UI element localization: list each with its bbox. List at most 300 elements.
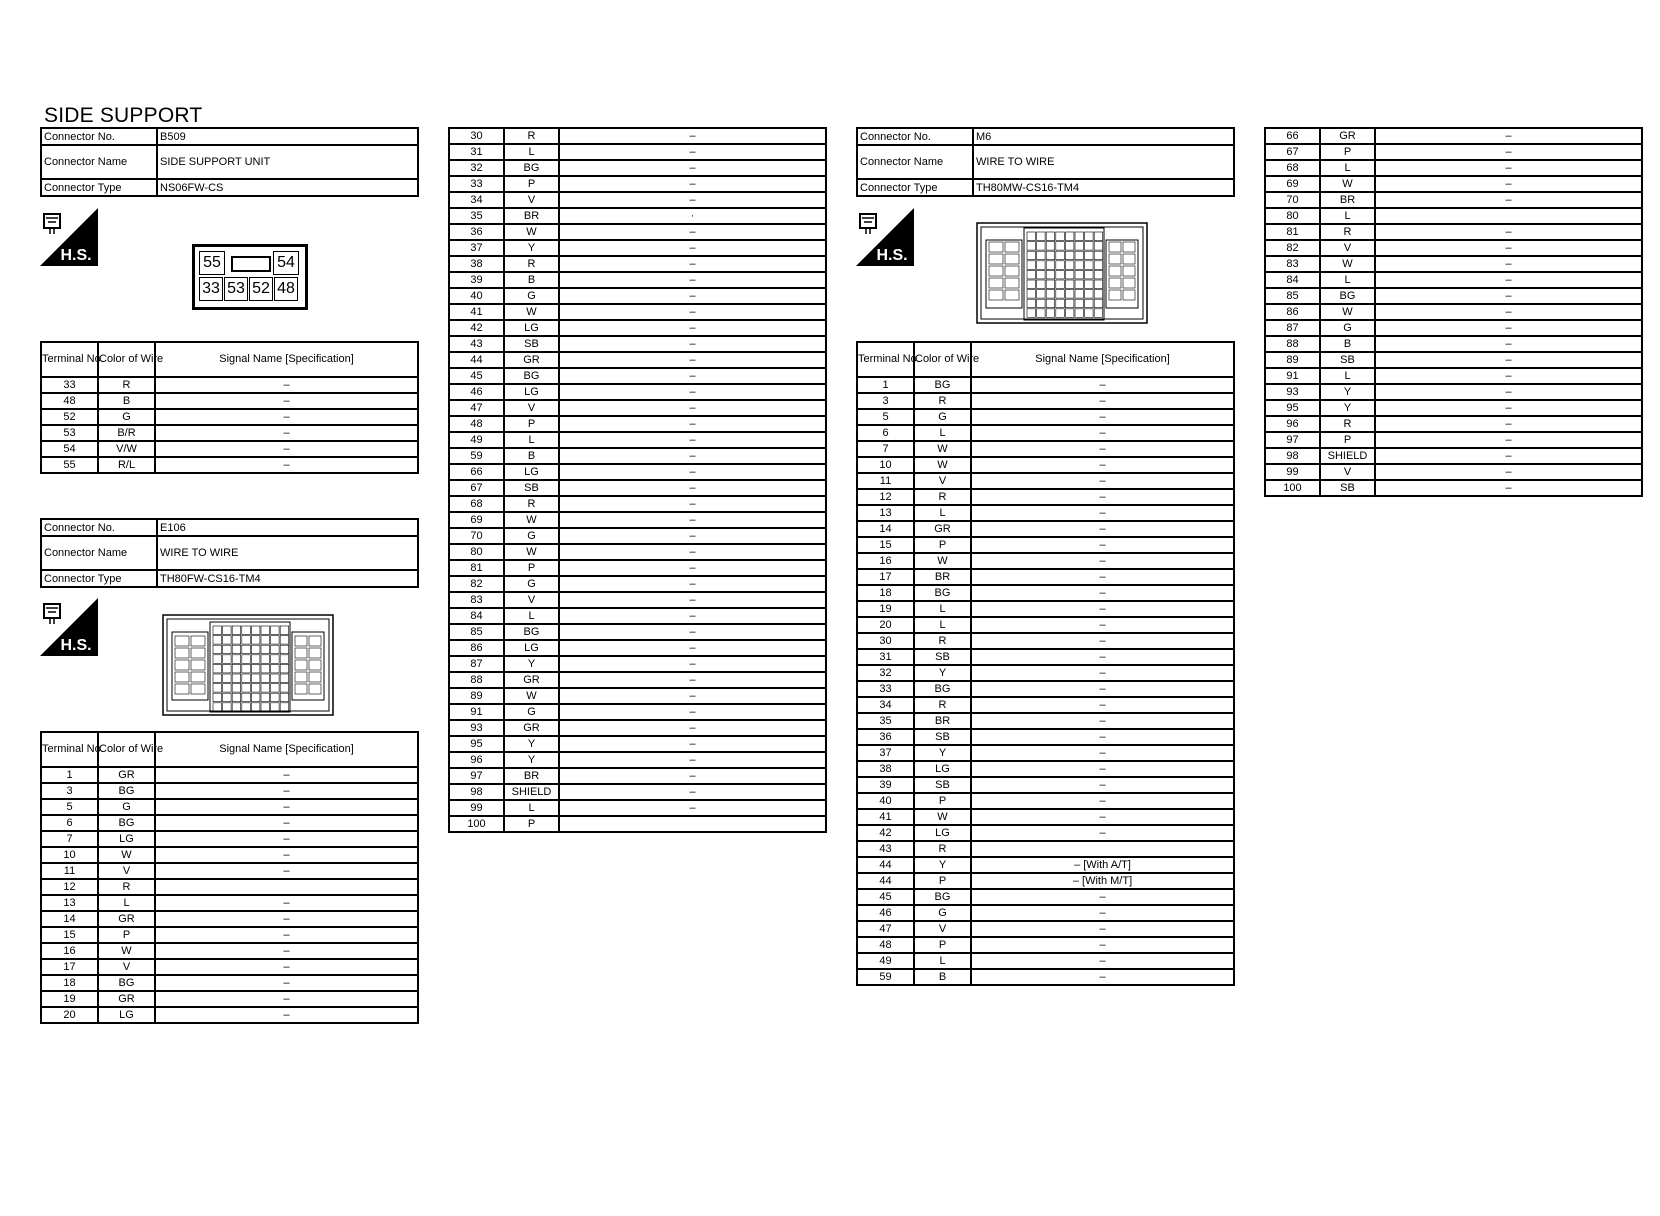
connector-cavity xyxy=(989,278,1003,288)
connector-cavity xyxy=(1094,251,1103,260)
color-cell: BG xyxy=(504,160,559,176)
connector-cavity xyxy=(213,645,222,654)
connector-cavity xyxy=(1075,261,1084,270)
table-row xyxy=(449,144,826,160)
terminal-cell: 59 xyxy=(857,969,914,985)
color-cell: G xyxy=(98,409,155,425)
signal-cell: – xyxy=(559,160,826,176)
table-row xyxy=(857,969,1234,985)
terminal-cell: 91 xyxy=(449,704,504,720)
connector-cavity xyxy=(280,684,289,693)
signal-cell: – xyxy=(971,889,1234,905)
connector-cavity xyxy=(1123,278,1135,288)
signal-cell: – xyxy=(559,736,826,752)
m6-info-table xyxy=(856,127,1235,197)
color-cell: G xyxy=(504,576,559,592)
table-row xyxy=(449,688,826,704)
signal-cell: – xyxy=(155,975,418,991)
connector-cavity xyxy=(1056,232,1065,241)
terminal-cell: 45 xyxy=(449,368,504,384)
table-row xyxy=(1265,304,1642,320)
connector-cavity xyxy=(213,664,222,673)
table-row xyxy=(857,713,1234,729)
connector-cavity xyxy=(271,655,280,664)
connector-cavity xyxy=(295,684,307,694)
color-cell: G xyxy=(98,799,155,815)
table-row xyxy=(449,384,826,400)
color-cell: BR xyxy=(914,713,971,729)
table-row xyxy=(1265,464,1642,480)
terminal-cell: 80 xyxy=(1265,208,1320,224)
connector-cavity xyxy=(1037,290,1046,299)
connector-cavity xyxy=(1037,261,1046,270)
terminal-cell: 59 xyxy=(449,448,504,464)
connector-cavity xyxy=(251,626,260,635)
connector-cavity xyxy=(271,693,280,702)
table-row xyxy=(449,640,826,656)
connector-name-label: Connector Name xyxy=(857,145,973,179)
connector-cavity xyxy=(295,660,307,670)
connector-cavity xyxy=(1109,278,1121,288)
connector-cavity xyxy=(1027,270,1036,279)
terminal-cell: 53 xyxy=(41,425,98,441)
signal-header: Signal Name [Specification] xyxy=(155,732,418,767)
color-cell: BG xyxy=(914,681,971,697)
connector-cavity xyxy=(1037,251,1046,260)
signal-cell: – xyxy=(1375,336,1642,352)
color-cell: P xyxy=(914,873,971,889)
table-row xyxy=(857,905,1234,921)
color-cell: V xyxy=(504,400,559,416)
connector-cavity xyxy=(1046,280,1055,289)
terminal-cell: 20 xyxy=(857,617,914,633)
table-row xyxy=(41,815,418,831)
table-row xyxy=(41,457,418,473)
table-row xyxy=(41,847,418,863)
table-row xyxy=(449,512,826,528)
terminal-cell: 69 xyxy=(1265,176,1320,192)
terminal-cell: 89 xyxy=(1265,352,1320,368)
connector-cavity xyxy=(232,703,241,712)
color-cell: R xyxy=(504,256,559,272)
terminal-cell: 17 xyxy=(857,569,914,585)
signal-header: Signal Name [Specification] xyxy=(155,342,418,377)
signal-cell: – xyxy=(1375,480,1642,496)
connector-cavity xyxy=(242,655,251,664)
signal-cell: – xyxy=(971,953,1234,969)
color-cell: SHIELD xyxy=(1320,448,1375,464)
signal-cell: – xyxy=(155,425,418,441)
terminal-cell: 36 xyxy=(449,224,504,240)
signal-cell: – xyxy=(971,681,1234,697)
table-row xyxy=(1265,160,1642,176)
signal-cell: – xyxy=(559,192,826,208)
signal-cell: – xyxy=(559,720,826,736)
signal-cell: – xyxy=(559,144,826,160)
table-row xyxy=(1265,240,1642,256)
table-row xyxy=(857,937,1234,953)
terminal-cell: 46 xyxy=(857,905,914,921)
terminal-cell: 97 xyxy=(449,768,504,784)
table-row xyxy=(1265,288,1642,304)
color-cell: L xyxy=(1320,160,1375,176)
color-cell: W xyxy=(1320,176,1375,192)
signal-cell: – xyxy=(559,496,826,512)
signal-cell: – xyxy=(1375,384,1642,400)
connector-cavity xyxy=(1027,242,1036,251)
signal-cell: – xyxy=(559,800,826,816)
color-cell: P xyxy=(1320,432,1375,448)
connector-cavity xyxy=(1065,251,1074,260)
connector-type-value: TH80MW-CS16-TM4 xyxy=(973,179,1234,196)
terminal-cell: 41 xyxy=(449,304,504,320)
table-row xyxy=(857,377,1234,393)
connector-cavity xyxy=(213,693,222,702)
signal-cell: – xyxy=(971,425,1234,441)
color-cell: B/R xyxy=(98,425,155,441)
table-row xyxy=(41,911,418,927)
connector-cavity xyxy=(1094,270,1103,279)
connector-cavity xyxy=(1027,309,1036,318)
connector-name-value: WIRE TO WIRE xyxy=(973,145,1234,179)
table-row xyxy=(41,1007,418,1023)
color-cell: LG xyxy=(504,384,559,400)
signal-cell: – xyxy=(1375,160,1642,176)
terminal-cell: 40 xyxy=(449,288,504,304)
b509-connector-face xyxy=(192,244,308,310)
page-title: SIDE SUPPORT xyxy=(44,104,203,127)
terminal-header: Terminal No. xyxy=(41,342,98,377)
connector-cavity xyxy=(232,693,241,702)
connector-cavity xyxy=(261,674,270,683)
connector-cavity xyxy=(1075,290,1084,299)
terminal-cell: 85 xyxy=(449,624,504,640)
connector-cavity xyxy=(213,674,222,683)
table-row xyxy=(857,793,1234,809)
table-row xyxy=(857,809,1234,825)
connector-cavity xyxy=(1046,290,1055,299)
table-row xyxy=(857,665,1234,681)
table-row xyxy=(41,799,418,815)
table-row xyxy=(857,697,1234,713)
color-cell: G xyxy=(504,704,559,720)
signal-cell: – xyxy=(559,464,826,480)
signal-cell: – xyxy=(559,176,826,192)
terminal-cell: 12 xyxy=(857,489,914,505)
terminal-cell: 7 xyxy=(41,831,98,847)
table-row xyxy=(1265,208,1642,224)
table-row xyxy=(449,656,826,672)
e106-connector-face xyxy=(162,614,334,722)
connector-cavity xyxy=(261,664,270,673)
signal-cell: – xyxy=(559,512,826,528)
terminal-cell: 30 xyxy=(857,633,914,649)
signal-cell: – xyxy=(971,649,1234,665)
connector-cavity xyxy=(213,684,222,693)
signal-cell: – xyxy=(559,128,826,144)
connector-cavity xyxy=(261,655,270,664)
connector-no-label: Connector No. xyxy=(41,519,157,536)
signal-cell: – xyxy=(971,377,1234,393)
table-row xyxy=(41,783,418,799)
signal-cell: – xyxy=(559,656,826,672)
connector-cavity xyxy=(1075,309,1084,318)
terminal-cell: 17 xyxy=(41,959,98,975)
terminal-cell: 54 xyxy=(41,441,98,457)
harness-side-icon xyxy=(40,208,98,266)
terminal-cell: 18 xyxy=(857,585,914,601)
terminal-cell: 89 xyxy=(449,688,504,704)
connector-cavity xyxy=(1085,280,1094,289)
table-row xyxy=(857,553,1234,569)
connector-cavity xyxy=(213,703,222,712)
color-cell: P xyxy=(504,560,559,576)
color-cell: SB xyxy=(1320,480,1375,496)
terminal-cell: 68 xyxy=(1265,160,1320,176)
color-cell: Y xyxy=(1320,384,1375,400)
color-cell: SHIELD xyxy=(504,784,559,800)
terminal-cell: 18 xyxy=(41,975,98,991)
signal-cell: – xyxy=(971,969,1234,985)
table-row xyxy=(449,432,826,448)
color-header: Color of Wire xyxy=(98,342,155,377)
table-row xyxy=(1265,368,1642,384)
terminal-cell: 44 xyxy=(449,352,504,368)
signal-cell: – xyxy=(971,761,1234,777)
connector-cavity xyxy=(1065,232,1074,241)
color-cell: B xyxy=(504,272,559,288)
connector-cavity xyxy=(1027,251,1036,260)
connector-cavity xyxy=(1085,299,1094,308)
terminal-header: Terminal No. xyxy=(857,342,914,377)
signal-cell: – xyxy=(1375,272,1642,288)
color-cell: P xyxy=(914,793,971,809)
connector-cavity xyxy=(295,648,307,658)
signal-cell: – xyxy=(971,905,1234,921)
signal-cell xyxy=(971,841,1234,857)
color-cell: L xyxy=(504,144,559,160)
terminal-cell: 66 xyxy=(449,464,504,480)
signal-cell: – xyxy=(559,784,826,800)
color-cell: GR xyxy=(98,767,155,783)
signal-cell: – xyxy=(971,697,1234,713)
table-row xyxy=(449,576,826,592)
terminal-cell: 38 xyxy=(857,761,914,777)
terminal-cell: 100 xyxy=(449,816,504,832)
color-cell: W xyxy=(504,512,559,528)
color-cell: Y xyxy=(504,656,559,672)
color-cell: Y xyxy=(504,752,559,768)
color-cell: P xyxy=(914,537,971,553)
connector-cavity xyxy=(989,254,1003,264)
table-row xyxy=(449,464,826,480)
signal-cell: – xyxy=(559,528,826,544)
signal-cell: – xyxy=(559,400,826,416)
connector-cavity xyxy=(1075,299,1084,308)
color-cell: R xyxy=(98,377,155,393)
connector-cavity xyxy=(1094,290,1103,299)
color-cell: SB xyxy=(504,480,559,496)
signal-cell: – xyxy=(1375,320,1642,336)
color-cell: R xyxy=(914,633,971,649)
table-row xyxy=(41,831,418,847)
connector-cavity xyxy=(1085,251,1094,260)
connector-cavity xyxy=(261,645,270,654)
terminal-cell: 35 xyxy=(857,713,914,729)
terminal-cell: 3 xyxy=(857,393,914,409)
terminal-cell: 95 xyxy=(1265,400,1320,416)
terminal-cell: 100 xyxy=(1265,480,1320,496)
color-cell: R xyxy=(504,128,559,144)
connector-cavity xyxy=(175,648,189,658)
color-cell: R xyxy=(914,489,971,505)
connector-cavity xyxy=(242,626,251,635)
connector-cavity xyxy=(1094,280,1103,289)
signal-cell: – xyxy=(1375,416,1642,432)
connector-cavity xyxy=(309,636,321,646)
color-cell: L xyxy=(1320,368,1375,384)
signal-cell: – xyxy=(559,608,826,624)
terminal-cell: 49 xyxy=(449,432,504,448)
connector-cavity xyxy=(1085,232,1094,241)
color-cell: LG xyxy=(504,464,559,480)
signal-cell: – xyxy=(155,895,418,911)
connector-cavity xyxy=(271,636,280,645)
table-row xyxy=(449,528,826,544)
terminal-cell: 14 xyxy=(857,521,914,537)
signal-cell xyxy=(155,879,418,895)
color-cell: R xyxy=(1320,416,1375,432)
color-cell: G xyxy=(504,288,559,304)
terminal-cell: 82 xyxy=(449,576,504,592)
terminal-cell: 96 xyxy=(1265,416,1320,432)
connector-cavity xyxy=(261,626,270,635)
signal-cell: – xyxy=(155,847,418,863)
connector-cavity xyxy=(280,674,289,683)
terminal-cell: 47 xyxy=(449,400,504,416)
color-cell: BR xyxy=(504,208,559,224)
signal-cell: – xyxy=(971,601,1234,617)
signal-cell: – xyxy=(1375,368,1642,384)
terminal-cell: 48 xyxy=(41,393,98,409)
color-cell: Y xyxy=(914,665,971,681)
terminal-cell: 69 xyxy=(449,512,504,528)
table-row xyxy=(449,672,826,688)
connector-cavity xyxy=(1075,232,1084,241)
connector-cavity xyxy=(223,626,232,635)
color-cell: BG xyxy=(504,624,559,640)
terminal-cell: 93 xyxy=(449,720,504,736)
connector-cavity xyxy=(1085,261,1094,270)
signal-cell: – xyxy=(559,704,826,720)
table-row xyxy=(449,368,826,384)
signal-header: Signal Name [Specification] xyxy=(971,342,1234,377)
table-row xyxy=(41,927,418,943)
table-row xyxy=(857,473,1234,489)
signal-cell: – xyxy=(559,768,826,784)
signal-cell: – xyxy=(1375,128,1642,144)
signal-cell: – xyxy=(559,384,826,400)
color-cell: L xyxy=(914,425,971,441)
signal-cell: – xyxy=(559,640,826,656)
table-row xyxy=(857,921,1234,937)
color-cell: L xyxy=(914,505,971,521)
color-cell: L xyxy=(504,432,559,448)
connector-cavity xyxy=(242,693,251,702)
connector-name-label: Connector Name xyxy=(41,145,157,179)
table-row xyxy=(41,879,418,895)
table-row xyxy=(41,425,418,441)
signal-cell: – xyxy=(155,1007,418,1023)
signal-cell: – xyxy=(559,256,826,272)
m6-terminal-table-continued xyxy=(1264,127,1643,497)
terminal-cell: 3 xyxy=(41,783,98,799)
connector-cavity xyxy=(251,693,260,702)
table-row xyxy=(41,409,418,425)
table-row xyxy=(449,336,826,352)
table-row xyxy=(857,569,1234,585)
connector-cavity xyxy=(271,664,280,673)
table-row xyxy=(449,736,826,752)
connector-cavity xyxy=(251,674,260,683)
connector-cavity xyxy=(1075,251,1084,260)
color-cell: LG xyxy=(98,831,155,847)
signal-cell: – xyxy=(971,633,1234,649)
terminal-cell: 99 xyxy=(1265,464,1320,480)
table-row xyxy=(41,975,418,991)
connector-cavity xyxy=(242,664,251,673)
terminal-cell: 5 xyxy=(41,799,98,815)
table-row xyxy=(449,624,826,640)
table-row xyxy=(449,480,826,496)
signal-cell: – xyxy=(971,617,1234,633)
connector-name-label: Connector Name xyxy=(41,536,157,570)
color-cell: L xyxy=(98,895,155,911)
terminal-cell: 43 xyxy=(449,336,504,352)
color-cell: SB xyxy=(914,777,971,793)
color-cell: P xyxy=(914,937,971,953)
connector-cavity xyxy=(1065,309,1074,318)
hs-label: H.S. xyxy=(60,247,92,264)
signal-cell: – xyxy=(559,560,826,576)
color-cell: W xyxy=(98,847,155,863)
color-cell: G xyxy=(504,528,559,544)
color-cell: GR xyxy=(504,352,559,368)
color-cell: BR xyxy=(914,569,971,585)
table-row xyxy=(857,729,1234,745)
connector-cavity xyxy=(280,703,289,712)
terminal-cell: 67 xyxy=(1265,144,1320,160)
connector-cavity xyxy=(1056,299,1065,308)
terminal-cell: 42 xyxy=(857,825,914,841)
signal-cell: – xyxy=(559,224,826,240)
table-row xyxy=(449,784,826,800)
connector-cavity xyxy=(1037,309,1046,318)
table-row xyxy=(857,393,1234,409)
table-row xyxy=(449,592,826,608)
table-row xyxy=(449,544,826,560)
terminal-cell: 44 xyxy=(857,873,914,889)
color-cell: BR xyxy=(504,768,559,784)
terminal-cell: 36 xyxy=(857,729,914,745)
signal-cell: – [With M/T] xyxy=(971,873,1234,889)
table-row xyxy=(449,240,826,256)
color-cell: BG xyxy=(914,585,971,601)
signal-cell xyxy=(559,816,826,832)
signal-cell: · xyxy=(559,208,826,224)
connector-cavity xyxy=(1123,266,1135,276)
color-cell: L xyxy=(1320,272,1375,288)
